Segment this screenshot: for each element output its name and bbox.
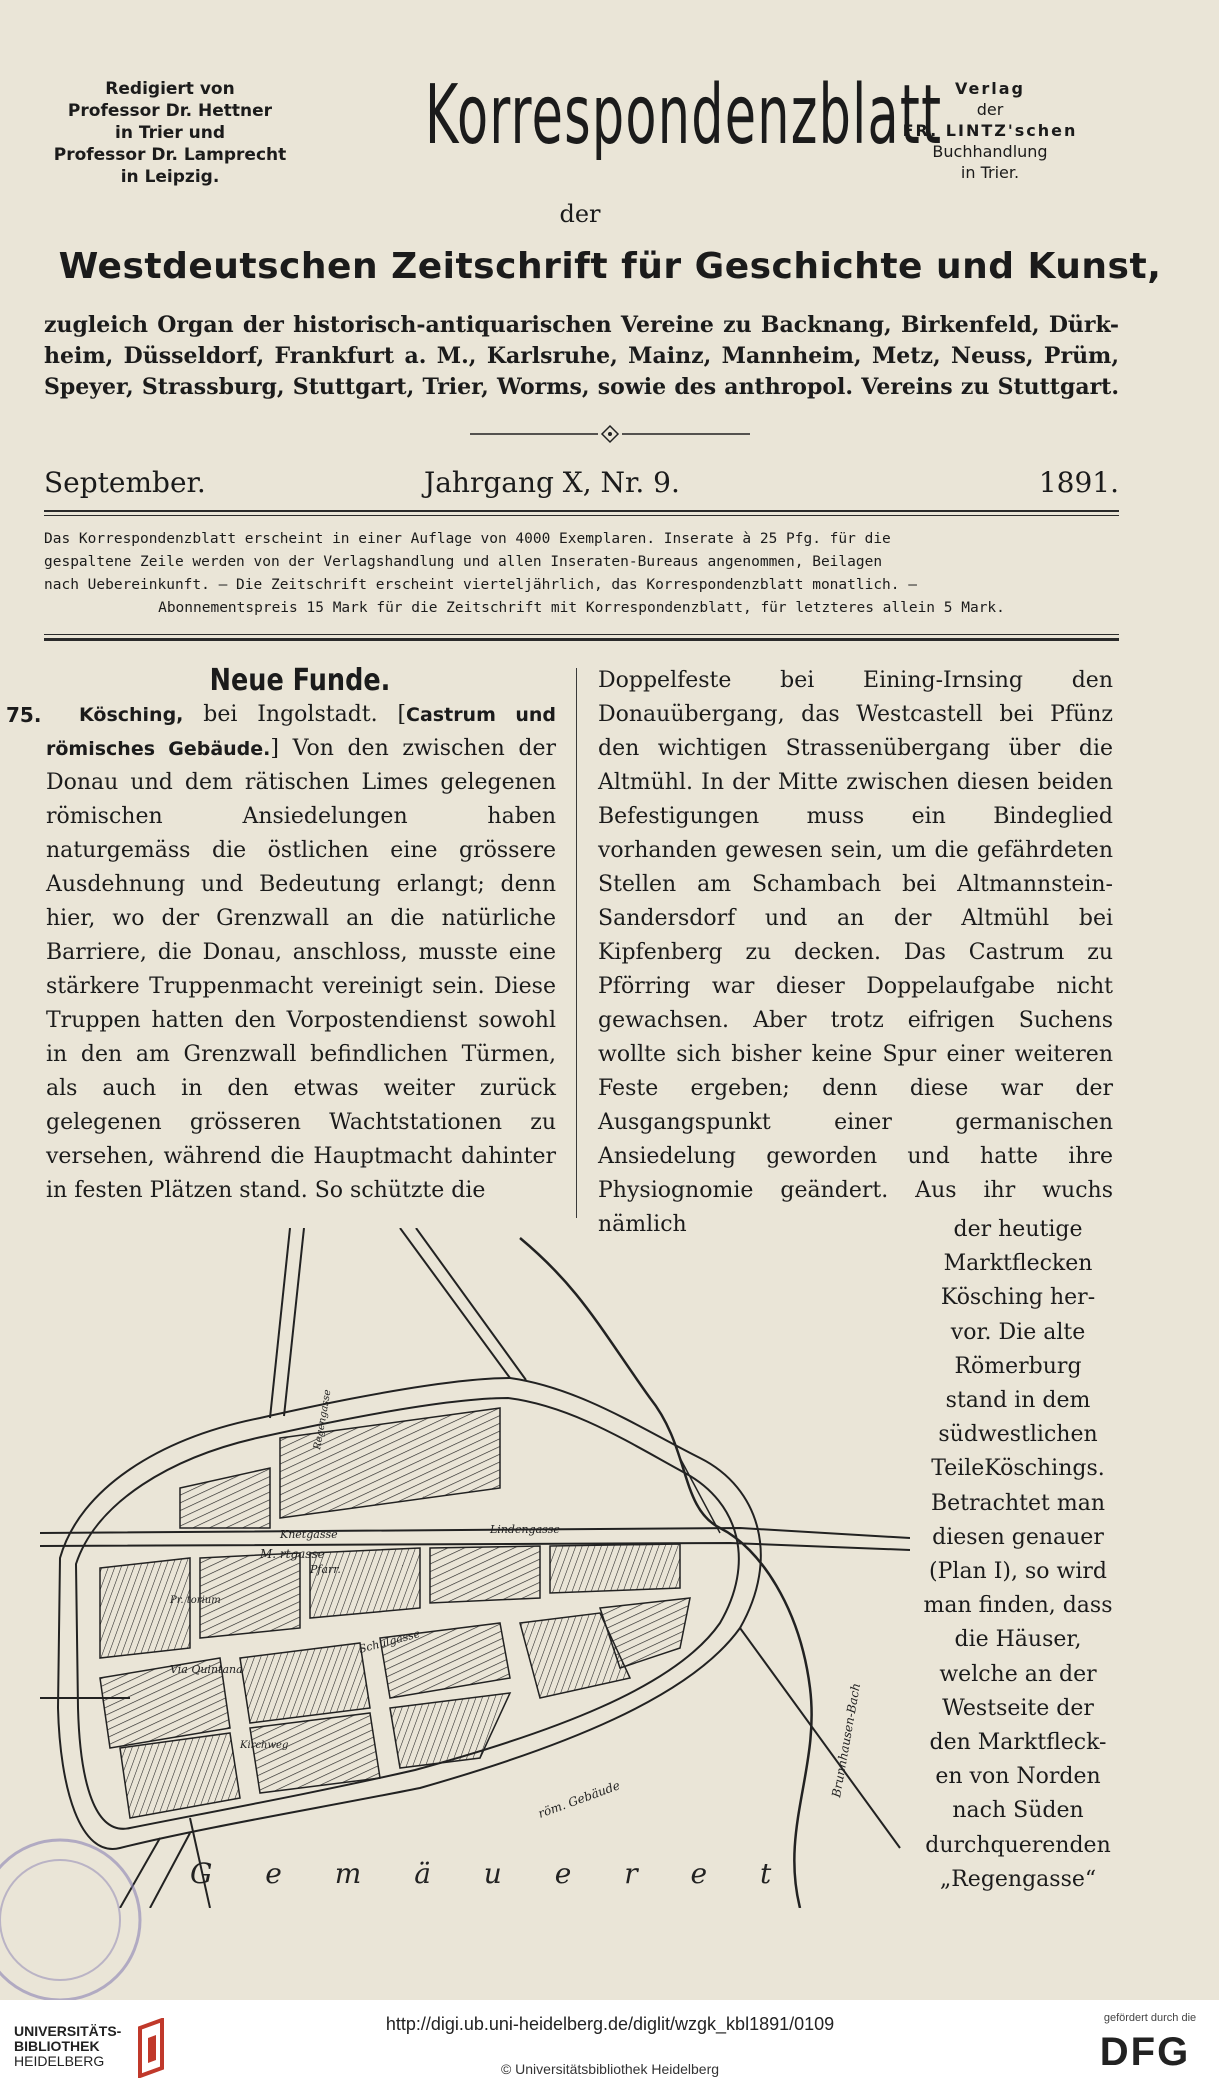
dfg-logo: DFG [1099,2030,1191,2074]
map-label-via-quintana: Via Quintana [170,1663,243,1676]
organ-line: Speyer, Strassburg, Stuttgart, Trier, Worms, sowie des anthropol. Vereins zu Stuttgart. [44,374,1119,400]
journal-subtitle: Westdeutschen Zeitschrift für Geschichte und Kunst, [58,246,1162,287]
map-label-gemaeuer: G e m ä u e r e t [190,1857,794,1890]
narrow-line: Römerburg [954,1353,1082,1379]
map-label-praetorium: Pr. torium [170,1595,221,1606]
notice-line: gespaltene Zeile werden von der Verlagshandlung und allen Inseraten-Bureaus angenommen, Beilagen [44,554,883,570]
koesching-plan-map [40,1228,910,1908]
narrow-line: (Plan I), so wird [929,1559,1107,1585]
issue-month: September. [44,466,206,499]
rule-bottom-thin [44,634,1119,635]
ornament-divider [470,424,750,444]
narrow-line: TeileKöschings. [931,1456,1105,1482]
article-topic: Castrum und römisches Gebäude. [46,704,556,760]
subscription-notice [44,528,1119,620]
narrow-line: den Marktfleck- [929,1730,1107,1756]
article-place: Kösching, [79,704,184,726]
publisher-line: der [976,100,1004,119]
narrow-line: „Regengasse“ [939,1866,1097,1892]
organ-statement [44,310,1119,403]
narrow-line: en von Norden [935,1764,1101,1790]
map-label-bach: Brunnhausen-Bach [829,1682,864,1799]
narrow-line: diesen genauer [932,1524,1104,1550]
editors-line: in Leipzig. [120,167,220,187]
organ-line: zugleich Organ der historisch-antiquarischen Vereine zu Backnang, Birkenfeld, Dürk- [44,312,1119,338]
permalink-url[interactable]: http://digi.ub.uni-heidelberg.de/diglit/wzgk_kbl1891/0109 [385,2014,835,2034]
publisher-block [860,78,1120,183]
article-place-rest: bei Ingolstadt. [ [183,702,407,727]
narrow-line: man finden, dass [923,1593,1113,1619]
library-line: HEIDELBERG [14,2053,105,2069]
article-number: 75. [6,703,42,727]
map-label-regengasse: Regengasse [312,1388,334,1451]
map-label-schulgasse: Schulgasse [357,1627,422,1656]
editors-block [50,78,290,188]
article-left-text: ] Von den zwischen der Donau und dem rätischen Limes gelegenen römischen Ansiedelungen haben naturgemäss die östlichen eine grössere Ausdehnung und Bedeutung erlangt; denn hier, wo der Grenzwall an die natürliche Barriere, die Donau, anschloss, musste eine stärkere Truppenmacht vereinigt sein. Diese Truppen hatten den Vorpostendienst sowohl in den am Grenzwall befindlichen Türmen, als auch in den etwas weiter zurück gelegenen grösseren Wachtstationen zu versehen, während die Hauptmacht dahinter in festen Plätzen stand. So schützte die [46,736,556,1203]
notice-line: Abonnementspreis 15 Mark für die Zeitschrift mit Korrespondenzblatt, für letzteres allein 5 Mark. [158,600,1005,616]
issue-line [44,466,1119,499]
library-line: BIBLIOTHEK [14,2038,100,2054]
copyright-notice: © Universitätsbibliothek Heidelberg [500,2061,720,2077]
publisher-line: Verlag [955,79,1025,98]
narrow-line: Kösching her- [940,1285,1096,1311]
narrow-line: welche an der [939,1661,1097,1687]
library-name [14,2024,121,2069]
narrow-line: der heutige [953,1217,1083,1242]
narrow-line: Marktflecken [943,1251,1093,1277]
narrow-line: südwestlichen [938,1422,1098,1448]
editors-line: Professor Dr. Hettner [67,101,273,121]
section-title: Neue Funde. [209,663,391,698]
ub-logo-icon [132,2018,172,2078]
article-right-text: Doppelfeste bei Eining-Irnsing den Donauübergang, das Westcastell bei Pfünz den wichtigen Strassenübergang über die Altmühl. In der Mitte zwischen diesen beiden Befestigungen muss ein Bindeglied vorhanden gewesen sein, um die gefährdeten Stellen am Schambach bei Altmannstein-Sandersdorf und an der Altmühl bei Kipfenberg zu decken. Das Castrum zu Pförring war dieser Doppelaufgabe nicht gewachsen. Aber trotz eifrigen Suchens wollte sich bisher keine Spur einer weiteren Feste ergeben; denn diese war der Ausgangspunkt einer germanischen Ansiedelung geworden und hatte ihre Physiognomie geändert. Aus ihr wuchs nämlich [598,668,1113,1237]
publisher-line: Buchhandlung [932,142,1048,161]
narrow-line: die Häuser, [954,1627,1082,1653]
column-divider [576,668,577,1218]
rule-bottom [44,638,1119,641]
editors-line: Professor Dr. Lamprecht [53,145,287,165]
organ-line: heim, Düsseldorf, Frankfurt a. M., Karlsruhe, Mainz, Mannheim, Metz, Neuss, Prüm, [44,343,1119,369]
library-stamp [0,1820,160,2020]
narrow-line: nach Süden [952,1798,1084,1824]
publisher-line: FR. LINTZ'schen [902,121,1078,140]
masthead-title: Korrespondenzblatt [425,68,943,163]
notice-line: nach Uebereinkunft. — Die Zeitschrift erscheint vierteljährlich, das Korrespondenzblatt monatlich. — [44,577,917,593]
publisher-line: in Trier. [960,163,1020,182]
article-narrow-column [920,1213,1116,1897]
narrow-line: vor. Die alte [950,1319,1086,1345]
narrow-line: Betrachtet man [931,1490,1105,1516]
narrow-line: Westseite der [942,1695,1094,1721]
map-label-marktgasse: M. rtgasse [260,1547,325,1561]
issue-volume: Jahrgang X, Nr. 9. [424,466,680,499]
article-left-column [6,698,556,1208]
narrow-line: durchquerenden [925,1832,1111,1858]
map-label-knetgasse: Knetgasse [280,1528,338,1541]
map-label-lindengasse: Lindengasse [490,1523,560,1536]
rule-top [44,510,1119,512]
map-label-kirchweg: Kirchweg [240,1740,289,1751]
map-label-pfarre: Pfarr. [310,1563,341,1576]
funded-by-label: gefördert durch die [1103,2012,1197,2024]
editors-line: in Trier und [115,123,225,143]
library-line: UNIVERSITÄTS- [14,2023,122,2039]
notice-line: Das Korrespondenzblatt erscheint in einer Auflage von 4000 Exemplaren. Inserate à 25 Pfg. für die [44,531,891,547]
editors-line: Redigiert von [105,79,235,99]
article-right-column [598,664,1113,1242]
issue-year: 1891. [1038,466,1119,499]
rule-top-thin [44,515,1119,516]
map-label-roem-gebaeude: röm. Gebäude [536,1778,622,1821]
narrow-line: stand in dem [945,1388,1091,1414]
der-label: der [559,200,601,228]
